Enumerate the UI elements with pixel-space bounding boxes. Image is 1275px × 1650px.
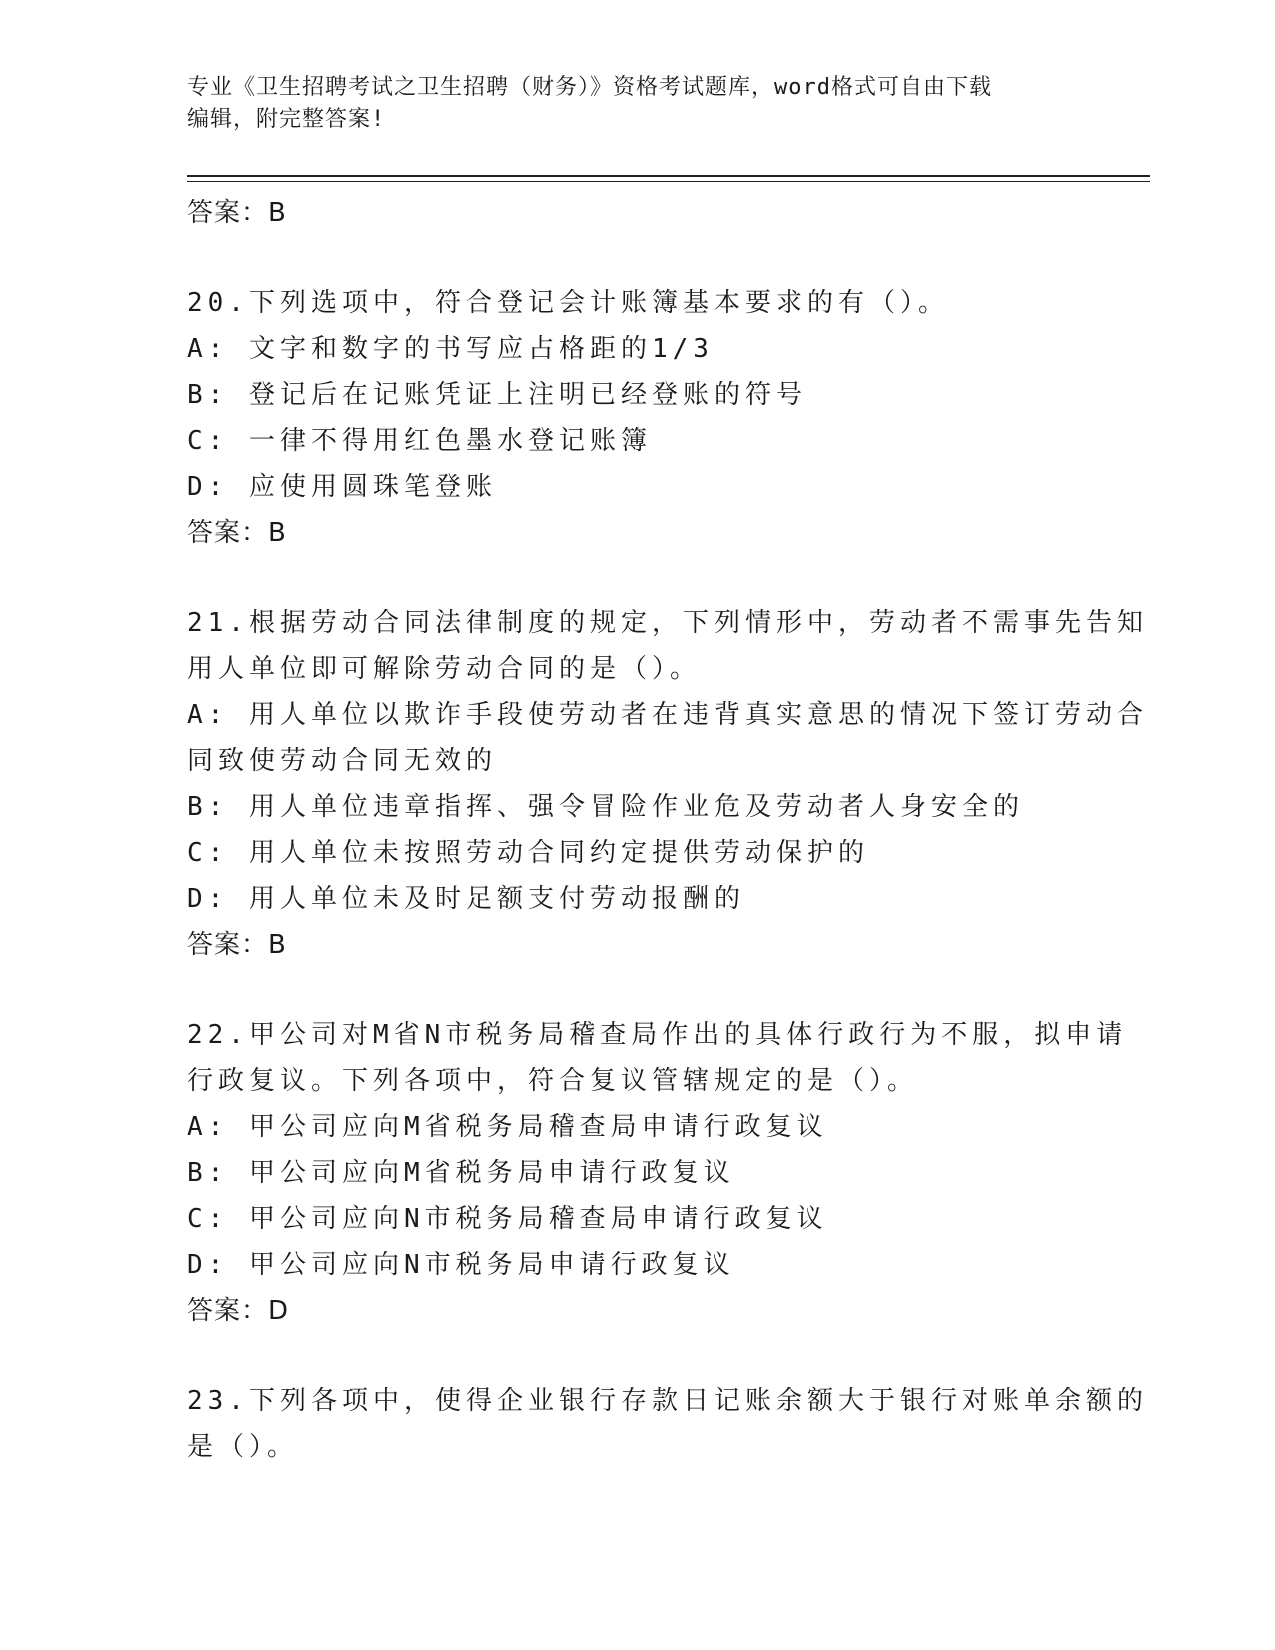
- spacer: [187, 236, 1077, 280]
- question-block: [187, 600, 1148, 968]
- question-text-cont: 是（）。: [187, 1432, 299, 1462]
- option-d: D: 甲公司应向N市税务局申请行政复议: [187, 1250, 735, 1280]
- option-b: B: 甲公司应向M省税务局申请行政复议: [187, 1158, 735, 1188]
- option-a: A: 用人单位以欺诈手段使劳动者在违背真实意思的情况下签订劳动合: [187, 700, 1148, 730]
- answer-line: 答案：B: [187, 518, 287, 548]
- option-c: C: 用人单位未按照劳动合同约定提供劳动保护的: [187, 838, 869, 868]
- option-c: C: 甲公司应向N市税务局稽查局申请行政复议: [187, 1204, 828, 1234]
- option-a: A: 文字和数字的书写应占格距的1/3: [187, 334, 714, 364]
- question-list: [187, 190, 1148, 1470]
- header-rule-thin: [187, 181, 1150, 182]
- question-block: [187, 1012, 1128, 1334]
- option-b: B: 登记后在记账凭证上注明已经登账的符号: [187, 380, 807, 410]
- answer-line: 答案：B: [187, 198, 287, 228]
- header-rule-thick: [187, 175, 1150, 177]
- option-d: D: 应使用圆珠笔登账: [187, 472, 497, 502]
- page-header: [187, 72, 1067, 136]
- header-line-1: 专业《卫生招聘考试之卫生招聘（财务）》资格考试题库，word格式可自由下载: [187, 75, 992, 100]
- question-text: 22.甲公司对M省N市税务局稽查局作出的具体行政行为不服，拟申请: [187, 1020, 1128, 1050]
- question-text: 20.下列选项中，符合登记会计账簿基本要求的有（）。: [187, 288, 949, 318]
- option-c: C: 一律不得用红色墨水登记账簿: [187, 426, 652, 456]
- option-d: D: 用人单位未及时足额支付劳动报酬的: [187, 884, 745, 914]
- spacer: [187, 968, 1077, 1012]
- question-block: [187, 1378, 1148, 1470]
- option-a-cont: 同致使劳动合同无效的: [187, 746, 498, 776]
- option-a: A: 甲公司应向M省税务局稽查局申请行政复议: [187, 1112, 828, 1142]
- header-line-2: 编辑，附完整答案!: [187, 107, 386, 132]
- answer-line: 答案：B: [187, 930, 287, 960]
- answer-line: 答案：D: [187, 1296, 290, 1326]
- question-text: 21.根据劳动合同法律制度的规定，下列情形中，劳动者不需事先告知: [187, 608, 1148, 638]
- question-block: [187, 280, 1077, 556]
- question-text-cont: 用人单位即可解除劳动合同的是（）。: [187, 654, 702, 684]
- spacer: [187, 1334, 1077, 1378]
- spacer: [187, 556, 1077, 600]
- question-text: 23.下列各项中，使得企业银行存款日记账余额大于银行对账单余额的: [187, 1386, 1148, 1416]
- question-text-cont: 行政复议。下列各项中，符合复议管辖规定的是（）。: [187, 1066, 919, 1096]
- option-b: B: 用人单位违章指挥、强令冒险作业危及劳动者人身安全的: [187, 792, 1024, 822]
